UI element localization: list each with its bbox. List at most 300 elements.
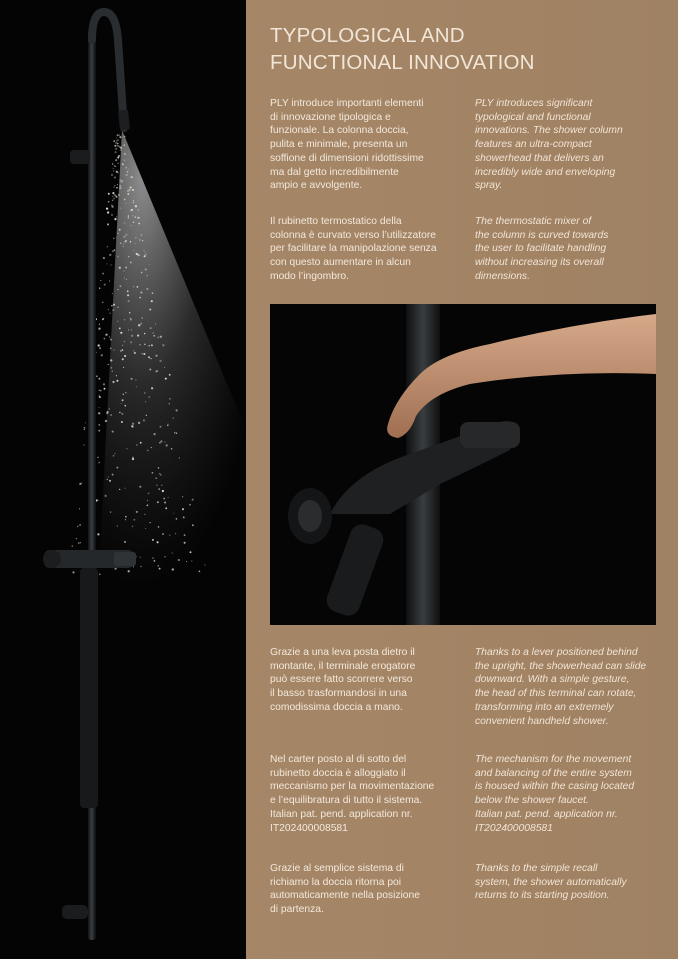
water-droplet	[119, 136, 121, 138]
water-droplet	[145, 254, 147, 256]
water-droplet	[144, 344, 145, 345]
water-droplet	[108, 364, 109, 365]
water-droplet	[121, 180, 123, 182]
water-droplet	[184, 542, 186, 544]
water-droplet	[123, 246, 124, 247]
water-droplet	[127, 171, 129, 173]
water-droplet	[144, 514, 145, 515]
water-droplet	[139, 239, 141, 241]
water-droplet	[153, 433, 155, 435]
water-droplet	[113, 170, 114, 171]
water-droplet	[99, 407, 100, 408]
water-droplet	[172, 553, 173, 554]
water-droplet	[131, 225, 132, 226]
water-droplet	[134, 216, 136, 218]
water-droplet	[153, 335, 155, 337]
water-droplet	[165, 507, 167, 509]
paragraph-it-3: Grazie a una leva posta dietro il montante, il terminale erogatore può essere fatto scorrere verso il basso trasformandosi in una comodissima doccia a mano.	[270, 647, 416, 713]
water-droplet	[114, 249, 115, 250]
water-droplet	[176, 432, 177, 433]
water-droplet	[124, 405, 126, 407]
water-droplet	[113, 455, 114, 456]
water-droplet	[182, 508, 184, 510]
paragraph-en-2: The thermostatic mixer of the column is curved towards the user to facilitate handling without increasing its overall dimensions.	[475, 216, 609, 282]
water-droplet	[124, 144, 125, 145]
water-droplet	[128, 218, 129, 219]
water-droplet	[125, 267, 127, 269]
water-droplet	[103, 383, 105, 385]
lower-casing	[80, 568, 98, 808]
water-droplet	[147, 504, 149, 506]
water-droplet	[161, 485, 162, 486]
water-droplet	[98, 344, 100, 346]
water-droplet	[113, 186, 114, 187]
water-droplet	[109, 312, 111, 314]
water-droplet	[158, 526, 160, 528]
water-droplet	[182, 496, 183, 497]
water-droplet	[162, 490, 164, 492]
water-droplet	[112, 474, 114, 476]
water-droplet	[128, 329, 129, 330]
water-droplet	[112, 200, 113, 201]
water-droplet	[136, 511, 138, 513]
water-droplet	[140, 291, 142, 293]
title-line-2: FUNCTIONAL INNOVATION	[270, 51, 535, 74]
water-droplet	[136, 386, 137, 387]
water-droplet	[114, 195, 116, 197]
water-droplet	[112, 431, 114, 433]
water-droplet	[120, 149, 122, 151]
water-droplet	[166, 444, 168, 446]
water-droplet	[142, 240, 143, 241]
water-droplet	[113, 198, 115, 200]
detail-knob-left-center	[298, 500, 322, 532]
water-droplet	[133, 222, 134, 223]
water-droplet	[138, 422, 140, 424]
water-droplet	[117, 307, 118, 308]
water-droplet	[141, 272, 143, 274]
water-droplet	[116, 375, 117, 376]
water-droplet	[141, 353, 142, 354]
water-droplet	[150, 358, 151, 359]
water-droplet	[116, 467, 118, 469]
water-droplet	[124, 136, 126, 138]
water-droplet	[130, 241, 132, 243]
water-droplet	[72, 571, 74, 573]
water-droplet	[122, 399, 124, 401]
water-droplet	[109, 280, 110, 281]
water-droplet	[124, 278, 125, 279]
water-droplet	[76, 538, 77, 539]
water-droplet	[173, 513, 174, 514]
water-droplet	[132, 423, 134, 425]
water-droplet	[114, 176, 116, 178]
water-droplet	[119, 187, 121, 189]
water-droplet	[109, 254, 111, 256]
water-droplet	[144, 255, 146, 257]
water-droplet	[131, 329, 132, 330]
water-droplet	[132, 458, 134, 460]
water-droplet	[160, 440, 162, 442]
water-droplet	[117, 233, 118, 234]
water-droplet	[123, 270, 124, 271]
curved-spout	[92, 12, 124, 128]
water-droplet	[126, 279, 127, 280]
water-droplet	[158, 488, 160, 490]
water-droplet	[128, 300, 130, 302]
water-droplet	[99, 390, 101, 392]
water-droplet	[139, 344, 141, 346]
water-droplet	[102, 301, 104, 303]
water-droplet	[136, 444, 137, 445]
paragraph-it-2: Il rubinetto termostatico della colonna è curvato verso l’utilizzatore per facilitare la manipolazione senza con questo aumentare in alcun modo l’ingombro.	[270, 216, 437, 282]
water-droplet	[179, 457, 180, 458]
water-droplet	[113, 237, 115, 239]
water-droplet	[132, 215, 133, 216]
water-droplet	[152, 332, 154, 334]
water-droplet	[100, 280, 101, 281]
water-droplet	[124, 199, 126, 201]
water-droplet	[119, 179, 121, 181]
water-droplet	[99, 395, 100, 396]
water-droplet	[144, 392, 146, 394]
water-droplet	[112, 192, 114, 194]
water-droplet	[123, 394, 124, 395]
water-droplet	[125, 240, 127, 242]
water-droplet	[120, 285, 122, 287]
water-droplet	[125, 392, 126, 393]
water-droplet	[148, 396, 150, 398]
water-droplet	[138, 209, 140, 211]
water-droplet	[162, 533, 164, 535]
water-droplet	[192, 499, 194, 501]
water-droplet	[152, 557, 153, 558]
water-droplet	[133, 250, 134, 251]
water-droplet	[119, 267, 121, 269]
water-droplet	[151, 344, 153, 346]
water-droplet	[125, 203, 126, 204]
water-droplet	[152, 472, 154, 474]
water-droplet	[128, 216, 129, 217]
water-droplet	[159, 442, 161, 444]
water-droplet	[106, 412, 108, 414]
water-droplet	[139, 486, 141, 488]
showerhead	[118, 110, 130, 131]
water-droplet	[147, 500, 148, 501]
water-droplet	[112, 293, 113, 294]
water-droplet	[157, 565, 159, 567]
water-droplet	[105, 420, 107, 422]
water-droplet	[124, 153, 126, 155]
water-droplet	[174, 432, 175, 433]
water-droplet	[151, 447, 152, 448]
water-droplet	[116, 171, 118, 173]
water-droplet	[145, 401, 146, 402]
water-droplet	[163, 498, 165, 500]
water-droplet	[158, 467, 160, 469]
text-panel	[246, 0, 678, 959]
water-droplet	[172, 568, 174, 570]
mixer-detail-illustration	[270, 304, 656, 625]
water-droplet	[168, 497, 169, 498]
water-droplet	[97, 533, 99, 535]
water-droplet	[108, 193, 110, 195]
mixer-knob-right	[114, 552, 136, 566]
water-droplet	[119, 489, 120, 490]
water-droplet	[164, 367, 165, 368]
detail-knurled-handle	[323, 521, 386, 619]
water-droplet	[139, 297, 141, 299]
water-droplet	[126, 174, 128, 176]
water-droplet	[117, 163, 118, 164]
paragraph-en-3: Thanks to a lever positioned behind the upright, the showerhead can slide downward. With a simple gesture, the head of this terminal can rotate, transforming into an extremely convenient handheld shower.	[475, 647, 647, 727]
water-droplet	[114, 218, 116, 220]
water-droplet	[117, 184, 118, 185]
water-droplet	[107, 246, 108, 247]
water-droplet	[127, 193, 129, 195]
water-droplet	[133, 566, 134, 567]
water-droplet	[114, 165, 115, 166]
water-droplet	[165, 378, 167, 380]
water-droplet	[131, 378, 133, 380]
water-droplet	[107, 479, 108, 480]
water-droplet	[123, 367, 124, 368]
water-droplet	[156, 485, 157, 486]
water-droplet	[113, 304, 115, 306]
water-droplet	[117, 289, 118, 290]
water-droplet	[159, 473, 160, 474]
water-droplet	[141, 317, 143, 319]
water-droplet	[138, 223, 140, 225]
water-droplet	[156, 478, 157, 479]
water-droplet	[175, 533, 176, 534]
water-droplet	[96, 375, 98, 377]
water-droplet	[85, 422, 86, 423]
water-droplet	[112, 196, 113, 197]
water-droplet	[119, 134, 121, 136]
water-droplet	[155, 355, 157, 357]
water-droplet	[130, 262, 132, 264]
water-droplet	[189, 504, 191, 506]
water-droplet	[117, 145, 119, 147]
water-droplet	[112, 370, 113, 371]
water-droplet	[145, 268, 147, 270]
water-droplet	[117, 256, 118, 257]
water-droplet	[122, 163, 124, 165]
water-droplet	[108, 201, 110, 203]
water-droplet	[116, 216, 117, 217]
water-droplet	[159, 568, 161, 570]
water-droplet	[143, 419, 145, 421]
water-droplet	[111, 305, 112, 306]
water-droplet	[115, 151, 117, 153]
water-droplet	[110, 339, 112, 341]
water-droplet	[155, 323, 156, 324]
water-droplet	[98, 424, 100, 426]
water-droplet	[111, 174, 113, 176]
detail-top-lever	[460, 422, 520, 448]
water-droplet	[122, 345, 123, 346]
water-droplet	[111, 265, 112, 266]
water-droplet	[103, 318, 104, 319]
water-droplet	[117, 525, 118, 526]
water-droplet	[107, 263, 108, 264]
water-droplet	[131, 335, 133, 337]
water-droplet	[138, 254, 140, 256]
water-droplet	[104, 284, 106, 286]
water-droplet	[149, 264, 150, 265]
water-droplet	[117, 321, 118, 322]
mixer-knob-left	[43, 550, 61, 568]
water-droplet	[120, 350, 122, 352]
water-droplet	[80, 542, 81, 543]
water-droplet	[119, 412, 120, 413]
shower-column-illustration	[0, 0, 246, 959]
water-droplet	[112, 163, 114, 165]
water-droplet	[130, 209, 132, 211]
water-droplet	[79, 508, 80, 509]
water-droplet	[160, 336, 162, 338]
water-droplet	[113, 168, 114, 169]
water-droplet	[118, 194, 120, 196]
water-droplet	[169, 403, 170, 404]
water-droplet	[150, 327, 152, 329]
water-droplet	[110, 414, 112, 416]
water-droplet	[133, 200, 134, 201]
water-droplet	[132, 457, 133, 458]
water-droplet	[145, 252, 146, 253]
water-droplet	[183, 516, 185, 518]
water-droplet	[140, 323, 142, 325]
water-droplet	[132, 426, 134, 428]
water-droplet	[110, 348, 112, 350]
water-droplet	[121, 403, 122, 404]
water-droplet	[146, 288, 148, 290]
water-droplet	[131, 176, 133, 178]
water-droplet	[164, 441, 165, 442]
water-droplet	[124, 341, 126, 343]
water-droplet	[167, 425, 168, 426]
water-droplet	[126, 234, 128, 236]
water-droplet	[191, 560, 192, 561]
water-droplet	[117, 143, 118, 144]
water-droplet	[152, 292, 154, 294]
page-title	[270, 22, 535, 76]
water-droplet	[118, 155, 120, 157]
water-droplet	[117, 157, 118, 158]
water-droplet	[119, 328, 121, 330]
water-droplet	[145, 528, 146, 529]
water-droplet	[119, 185, 121, 187]
water-droplet	[178, 559, 180, 561]
water-droplet	[98, 430, 100, 432]
water-droplet	[98, 412, 100, 414]
water-droplet	[130, 186, 132, 188]
water-droplet	[98, 462, 100, 464]
water-droplet	[141, 234, 143, 236]
water-droplet	[112, 309, 114, 311]
water-droplet	[171, 448, 173, 450]
water-droplet	[111, 367, 113, 369]
water-droplet	[137, 335, 139, 337]
water-droplet	[83, 444, 84, 445]
water-droplet	[151, 300, 153, 302]
water-droplet	[111, 205, 113, 207]
water-droplet	[127, 290, 129, 292]
water-droplet	[98, 328, 100, 330]
water-droplet	[99, 347, 101, 349]
water-droplet	[77, 526, 78, 527]
water-droplet	[127, 190, 129, 192]
water-droplet	[130, 318, 131, 319]
water-droplet	[137, 217, 139, 219]
water-droplet	[176, 518, 178, 520]
water-droplet	[157, 336, 159, 338]
water-droplet	[199, 571, 201, 573]
water-droplet	[169, 535, 170, 536]
water-droplet	[97, 457, 98, 458]
water-droplet	[134, 243, 135, 244]
water-droplet	[117, 134, 119, 136]
water-droplet	[146, 415, 147, 416]
water-droplet	[157, 370, 158, 371]
water-droplet	[112, 381, 114, 383]
water-droplet	[121, 413, 123, 415]
water-droplet	[119, 229, 121, 231]
water-droplet	[169, 398, 170, 399]
water-droplet	[144, 333, 145, 334]
water-droplet	[128, 168, 129, 169]
water-droplet	[149, 308, 151, 310]
water-droplet	[99, 324, 100, 325]
water-droplet	[133, 286, 134, 287]
water-droplet	[104, 388, 106, 390]
water-droplet	[204, 564, 205, 565]
water-droplet	[78, 542, 80, 544]
water-droplet	[109, 336, 110, 337]
water-droplet	[122, 349, 124, 351]
water-droplet	[143, 353, 145, 355]
water-droplet	[164, 502, 166, 504]
water-droplet	[150, 522, 151, 523]
water-droplet	[143, 250, 144, 251]
water-droplet	[126, 448, 127, 449]
water-droplet	[127, 294, 129, 296]
water-droplet	[108, 476, 109, 477]
water-droplet	[151, 387, 153, 389]
water-droplet	[133, 519, 135, 521]
water-droplet	[124, 541, 126, 543]
water-droplet	[148, 345, 149, 346]
water-droplet	[79, 483, 81, 485]
water-droplet	[125, 519, 126, 520]
water-droplet	[115, 142, 117, 144]
water-droplet	[115, 160, 116, 161]
water-droplet	[192, 524, 194, 526]
water-droplet	[106, 208, 108, 210]
water-droplet	[159, 426, 161, 428]
water-droplet	[138, 324, 140, 326]
water-droplet	[112, 250, 114, 252]
water-droplet	[124, 222, 125, 223]
water-droplet	[157, 501, 159, 503]
water-droplet	[124, 160, 125, 161]
water-droplet	[140, 566, 142, 568]
water-droplet	[147, 275, 148, 276]
water-droplet	[173, 418, 174, 419]
water-droplet	[115, 166, 116, 167]
water-droplet	[120, 243, 121, 244]
